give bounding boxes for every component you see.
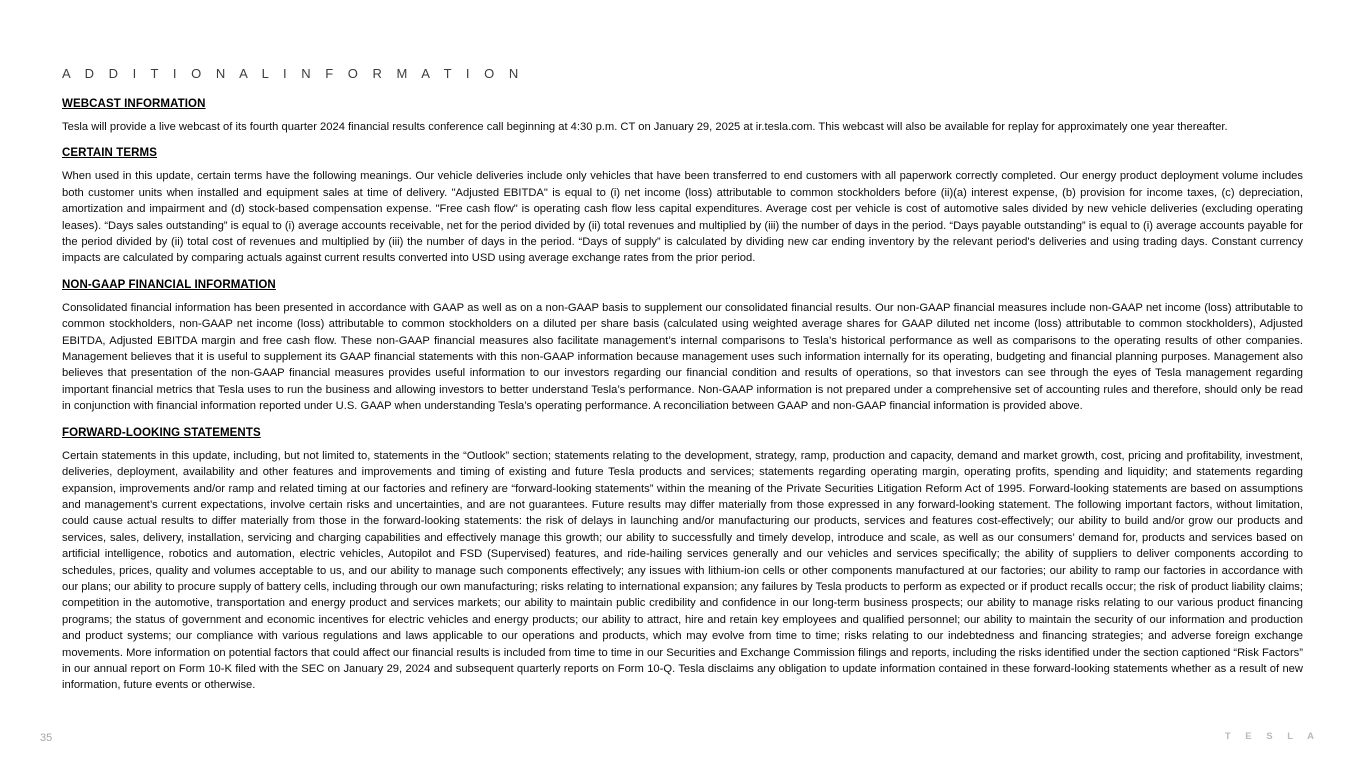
section-non-gaap-financial-information	[62, 278, 1303, 415]
tesla-logo: T E S L A	[1224, 731, 1320, 742]
section-webcast-information	[62, 97, 1303, 135]
certain-terms-body: When used in this update, certain terms have the following meanings. Our vehicle deliveries include only vehicles that have been transferred to end customers with all paperwork correctly completed. Our energy product deployment volume includes both customer units when installed and equipment sales at time of delivery. "Adjusted EBITDA" is equal to (i) net income (loss) attributable to common stockholders before (ii)(a) interest expense, (b) provision for income taxes, (c) depreciation, amortization and impairment and (d) stock-based compensation expense. "Free cash flow" is operating cash flow less capital expenditures. Average cost per vehicle is cost of automotive sales divided by new vehicle deliveries (excluding operating leases). “Days sales outstanding” is equal to (i) average accounts receivable, net for the period divided by (ii) total revenues and multiplied by (iii) the number of days in the period. “Days payable outstanding” is equal to (i) average accounts payable for the period divided by (ii) total cost of revenues and multiplied by (iii) the number of days in the period. “Days of supply” is calculated by dividing new car ending inventory by the relevant period's deliveries and using trading days. Constant currency impacts are calculated by comparing actuals against current results converted into USD using average exchange rates from the prior period.	[62, 170, 1303, 265]
forward-looking-heading: FORWARD-LOOKING STATEMENTS	[62, 426, 261, 439]
page-title: A D D I T I O N A L I N F O R M A T I O N	[62, 66, 524, 81]
webcast-information-heading: WEBCAST INFORMATION	[62, 98, 206, 110]
non-gaap-body: Consolidated financial information has been presented in accordance with GAAP as well as on a non-GAAP basis to supplement our consolidated financial results. Our non-GAAP financial measures include non-GAAP net income (loss) attributable to common stockholders, non-GAAP net income (loss) attributable to common stockholders on a diluted per share basis (calculated using weighted average shares for GAAP diluted net income (loss) attributable to common stockholders), Adjusted EBITDA, Adjusted EBITDA margin and free cash flow. These non-GAAP financial measures also facilitate management’s internal comparisons to Tesla’s historical performance as well as comparisons to the operating results of other companies. Management believes that it is useful to supplement its GAAP financial statements with this non-GAAP information because management uses such information internally for its operating, budgeting and financial planning purposes. Management also believes that presentation of the non-GAAP financial measures provides useful information to our investors regarding our financial condition and results of operations, so that investors can see through the eyes of Tesla management regarding important financial metrics that Tesla uses to run the business and allowing investors to better understand Tesla’s performance. Non-GAAP information is not prepared under a comprehensive set of accounting rules and therefore, should only be read in conjunction with financial information reported under U.S. GAAP when understanding Tesla’s operating performance. A reconciliation between GAAP and non-GAAP financial information is provided above.	[62, 301, 1303, 413]
section-certain-terms	[62, 146, 1303, 266]
forward-looking-body: Certain statements in this update, including, but not limited to, statements in the “Outlook” section; statements relating to the development, strategy, ramp, production and capacity, demand and market growth, cost, pricing and profitability, investment, deliveries, deployment, availability and other features and improvements and timing of existing and future Tesla products and services; statements regarding operating margin, operating profits, spending and liquidity; and statements regarding expansion, improvements and/or ramp and related timing at our factories and refinery are “forward-looking statements” within the meaning of the Private Securities Litigation Reform Act of 1995. Forward-looking statements are based on assumptions and management’s current expectations, involve certain risks and uncertainties, and are not guarantees. Future results may differ materially from those expressed in any forward-looking statement. The following important factors, without limitation, could cause actual results to differ materially from those in the forward-looking statements: the risk of delays in launching and/or manufacturing our products, services and features cost-effectively; our ability to build and/or grow our products and services, sales, delivery, installation, servicing and charging capabilities and effectively manage this growth; our ability to successfully and timely develop, introduce and scale, as well as our consumers’ demand for, products and services based on artificial intelligence, robotics and automation, electric vehicles, Autopilot and FSD (Supervised) features, and ride-hailing services generally and our vehicles and services specifically; the ability of suppliers to deliver components according to schedules, prices, quality and volumes acceptable to us, and our ability to manage such components effectively; any issues with lithium-ion cells or other components manufactured at our factories; our ability to ramp our factories in accordance with our plans; our ability to procure supply of battery cells, including through our own manufacturing; risks relating to international expansion; any failures by Tesla products to perform as expected or if product recalls occur; the risk of product liability claims; competition in the automotive, transportation and energy product and services markets; our ability to maintain public credibility and confidence in our long-term business prospects; our ability to manage risks relating to our various product financing programs; the status of government and economic incentives for electric vehicles and energy products; our ability to attract, hire and retain key employees and qualified personnel; our ability to maintain the security of our information and production and product systems; our compliance with various regulations and laws applicable to our operations and products, which may evolve from time to time; risks relating to our indebtedness and financing strategies; and adverse foreign exchange movements. More information on potential factors that could affect our financial results is included from time to time in our Securities and Exchange Commission filings and reports, including the risks identified under the section captioned “Risk Factors” in our annual report on Form 10-K filed with the SEC on January 29, 2024 and subsequent quarterly reports on Form 10-Q. Tesla disclaims any obligation to update information contained in these forward-looking statements whether as a result of new information, future events or otherwise.	[62, 449, 1303, 692]
page-number: 35	[40, 732, 53, 744]
non-gaap-heading: NON-GAAP FINANCIAL INFORMATION	[62, 278, 276, 291]
section-forward-looking-statements	[62, 426, 1303, 694]
page-content	[62, 0, 1303, 694]
certain-terms-heading: CERTAIN TERMS	[62, 147, 158, 160]
webcast-information-body: Tesla will provide a live webcast of its fourth quarter 2024 financial results conference call beginning at 4:30 p.m. CT on January 29, 2025 at ir.tesla.com. This webcast will also be available for replay for approximately one year thereafter.	[62, 121, 1228, 133]
